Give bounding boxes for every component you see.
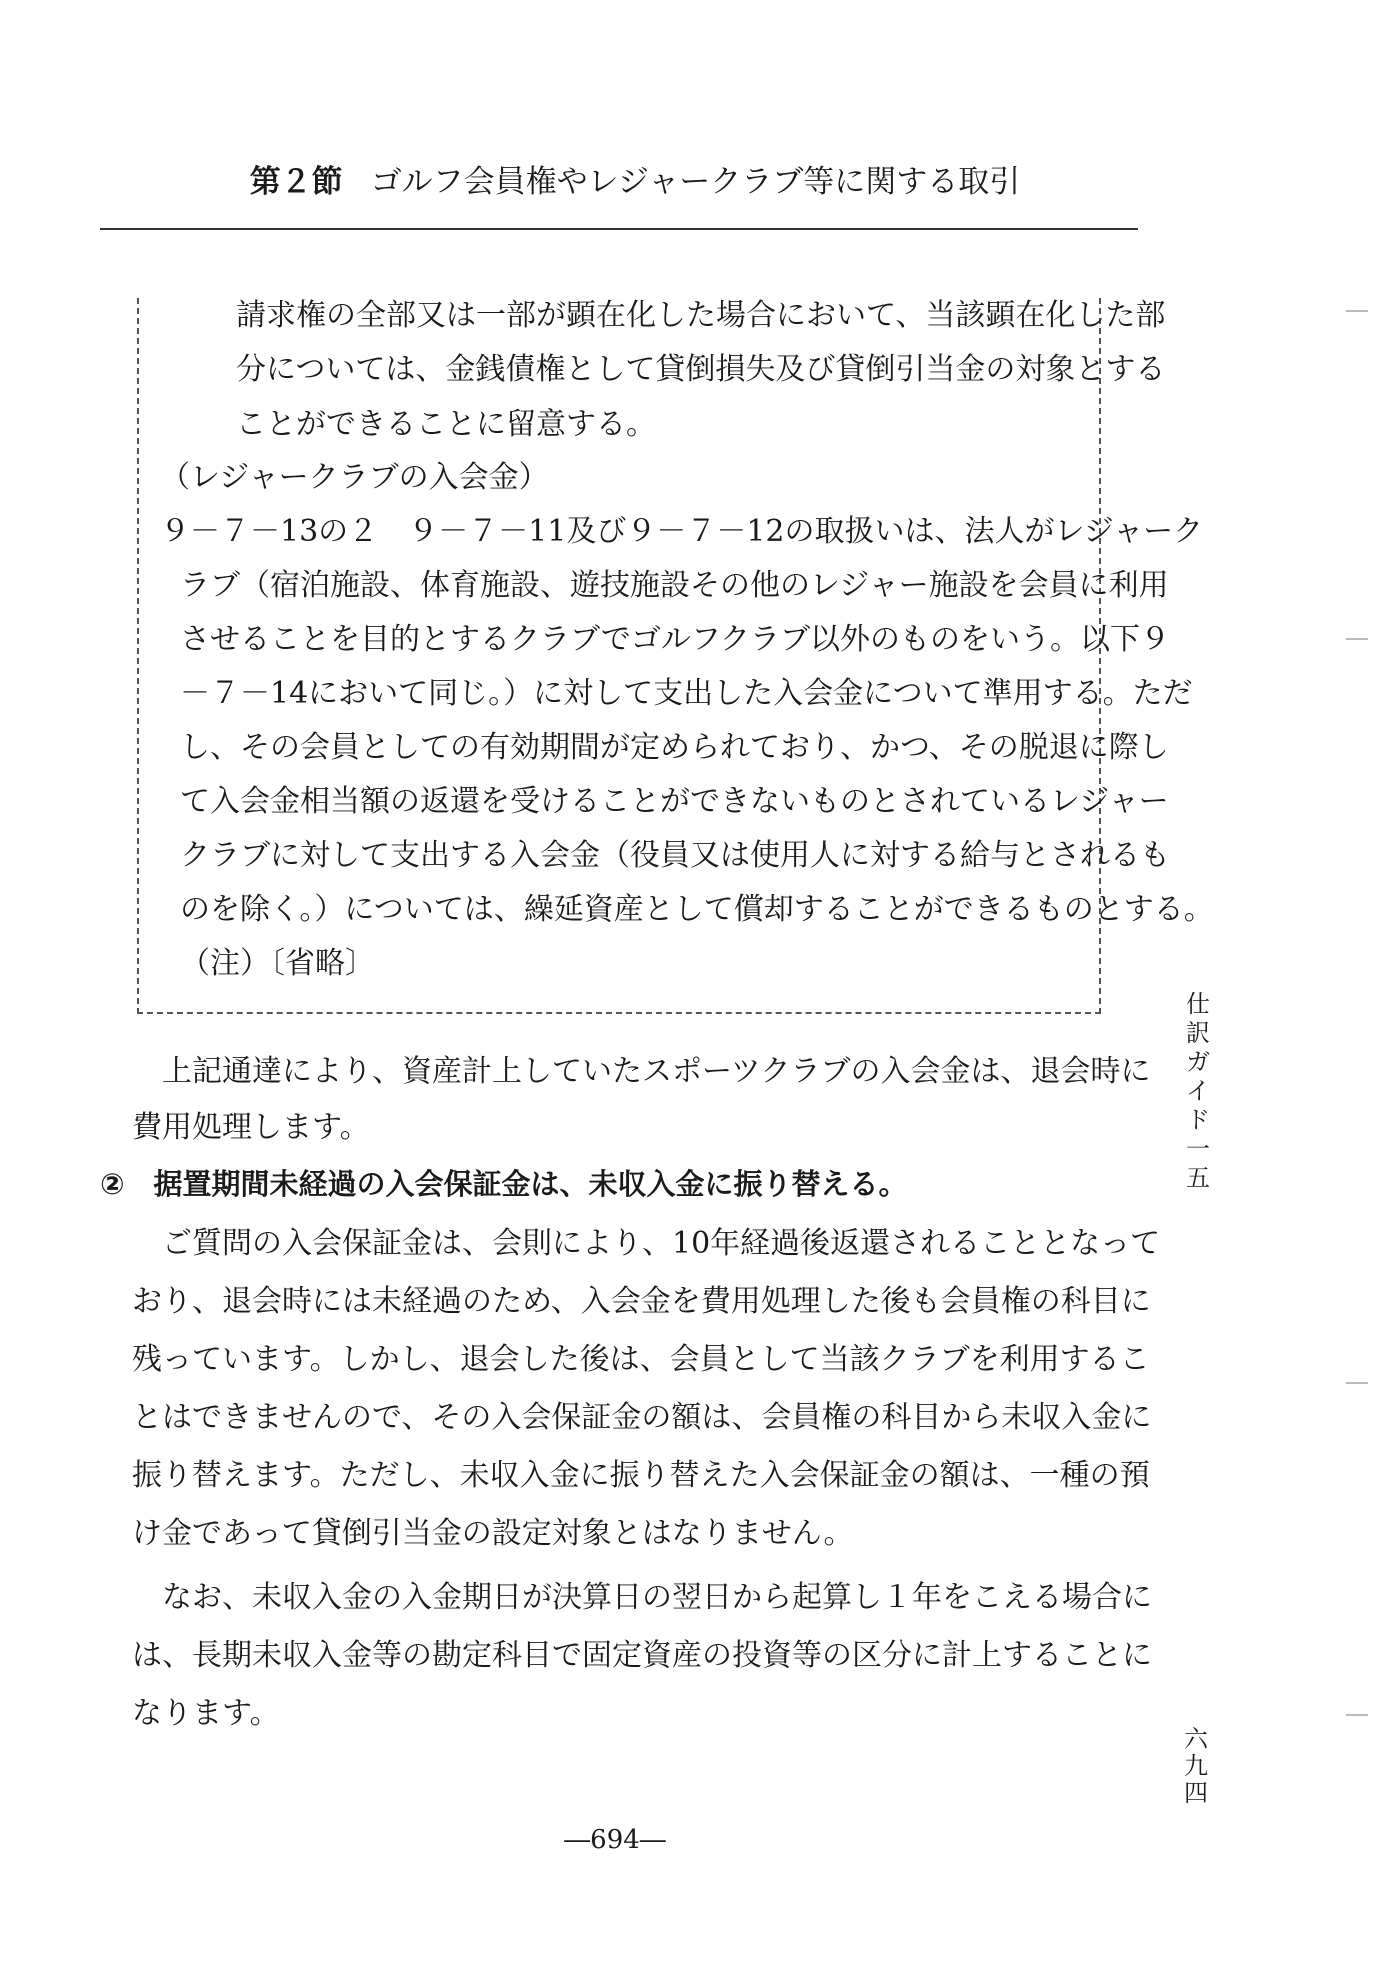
body-line: とはできませんので、その入会保証金の額は、会員権の科目から未収入金に: [132, 1400, 1152, 1435]
quote-line: させることを目的とするクラブでゴルフクラブ以外のものをいう。以下９: [180, 622, 1170, 657]
edge-mark: [1346, 1714, 1368, 1716]
quote-line: －７－14において同じ。）に対して支出した入会金について準用する。ただ: [180, 676, 1193, 711]
body-line: なお、未収入金の入金期日が決算日の翌日から起算し１年をこえる場合に: [162, 1580, 1152, 1615]
quote-line: ９－７－13の２ ９－７－11及び９－７－12の取扱いは、法人がレジャーク: [160, 514, 1204, 549]
section-title: ゴルフ会員権やレジャークラブ等に関する取引: [370, 164, 1021, 200]
quote-line: 分については、金銭債権として貸倒損失及び貸倒引当金の対象とする: [236, 352, 1166, 387]
section-number: 第２節: [249, 164, 343, 200]
section-header: [0, 160, 1270, 204]
edge-mark: [1346, 310, 1368, 312]
header-divider: [100, 228, 1138, 230]
body-line: 費用処理します。: [132, 1110, 370, 1145]
quote-line: 請求権の全部又は一部が顕在化した場合において、当該顕在化した部: [236, 298, 1166, 333]
quote-line: ラブ（宿泊施設、体育施設、遊技施設その他のレジャー施設を会員に利用: [180, 568, 1169, 603]
edge-mark: [1346, 1382, 1368, 1384]
body-line: なります。: [132, 1696, 280, 1731]
body-line: け金であって貸倒引当金の設定対象とはなりません。: [132, 1516, 854, 1551]
quote-subheading: （レジャークラブの入会金）: [160, 460, 549, 495]
quote-line: て入会金相当額の返還を受けることができないものとされているレジャー: [180, 784, 1169, 819]
side-vertical-label: 仕訳ガイド一五: [1186, 990, 1210, 1192]
side-page-kanji: 六九四: [1184, 1725, 1208, 1807]
body-line: は、長期未収入金等の勘定科目で固定資産の投資等の区分に計上することに: [132, 1638, 1152, 1673]
body-line: ご質問の入会保証金は、会則により、10年経過後返還されることとなって: [162, 1226, 1161, 1261]
quote-note: （注）〔省略〕: [180, 946, 375, 981]
edge-mark: [1346, 638, 1368, 640]
quote-line: クラブに対して支出する入会金（役員又は使用人に対する給与とされるも: [180, 838, 1170, 873]
quote-line: のを除く。）については、繰延資産として償却することができるものとする。: [180, 892, 1214, 927]
page-number: ―694―: [564, 1825, 666, 1855]
item-heading: ② 据置期間未経過の入会保証金は、未収入金に振り替える。: [100, 1167, 908, 1201]
body-line: 振り替えます。ただし、未収入金に振り替えた入会保証金の額は、一種の預: [132, 1458, 1150, 1493]
body-line: おり、退会時には未経過のため、入会金を費用処理した後も会員権の科目に: [132, 1284, 1151, 1319]
quote-line: し、その会員としての有効期間が定められており、かつ、その脱退に際し: [180, 730, 1169, 765]
body-line: 上記通達により、資産計上していたスポーツクラブの入会金は、退会時に: [162, 1054, 1151, 1089]
quote-line: ことができることに留意する。: [236, 407, 656, 442]
body-line: 残っています。しかし、退会した後は、会員として当該クラブを利用するこ: [132, 1342, 1150, 1377]
